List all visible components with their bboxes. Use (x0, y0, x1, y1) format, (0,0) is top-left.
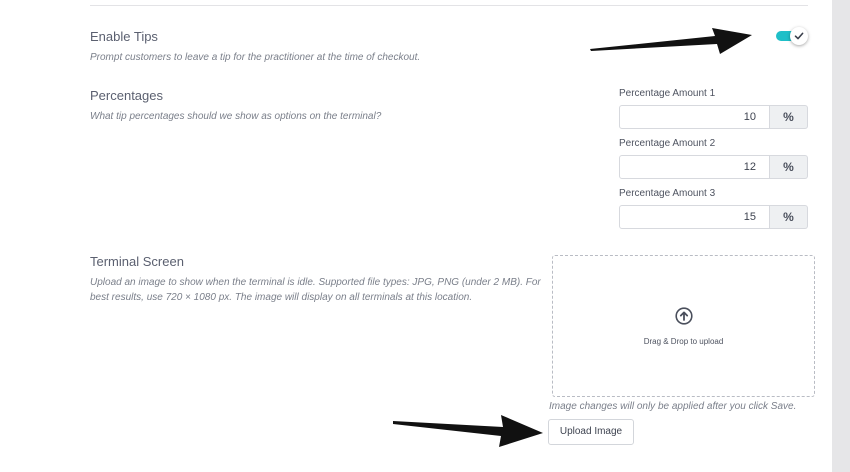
annotation-arrow-icon (590, 20, 760, 60)
percentages-description: What tip percentages should we show as options on the terminal? (90, 111, 382, 122)
terminal-screen-description-line-2: best results, use 720 × 1080 px. The image will display on all terminals at this location. (90, 292, 473, 303)
toggle-knob (790, 27, 808, 45)
percentage-amount-1-input[interactable]: 10 (619, 105, 770, 129)
scrollbar-track[interactable] (832, 0, 850, 472)
percent-icon: % (770, 155, 808, 179)
terminal-screen-title: Terminal Screen (90, 254, 184, 269)
image-dropzone[interactable] (552, 255, 815, 397)
annotation-arrow-icon (393, 410, 548, 450)
percent-icon: % (770, 205, 808, 229)
section-divider (90, 5, 808, 6)
percent-icon: % (770, 105, 808, 129)
upload-arrow-icon (675, 307, 693, 325)
dropzone-label: Drag & Drop to upload (643, 337, 724, 346)
enable-tips-title: Enable Tips (90, 29, 158, 44)
terminal-screen-description-line-1: Upload an image to show when the terminal is idle. Supported file types: JPG, PNG (under 2 MB). For (90, 277, 541, 288)
percentage-amount-1-label: Percentage Amount 1 (619, 88, 716, 99)
enable-tips-description: Prompt customers to leave a tip for the practitioner at the time of checkout. (90, 52, 421, 63)
upload-image-button[interactable]: Upload Image (548, 419, 634, 445)
percentage-amount-2-label: Percentage Amount 2 (619, 138, 716, 149)
enable-tips-toggle[interactable] (776, 27, 808, 45)
percentage-amount-3-label: Percentage Amount 3 (619, 188, 716, 199)
image-save-note: Image changes will only be applied after you click Save. (549, 401, 797, 412)
percentages-title: Percentages (90, 88, 163, 103)
checkmark-icon (794, 31, 804, 41)
percentage-amount-3-input[interactable]: 15 (619, 205, 770, 229)
percentage-amount-2-input[interactable]: 12 (619, 155, 770, 179)
